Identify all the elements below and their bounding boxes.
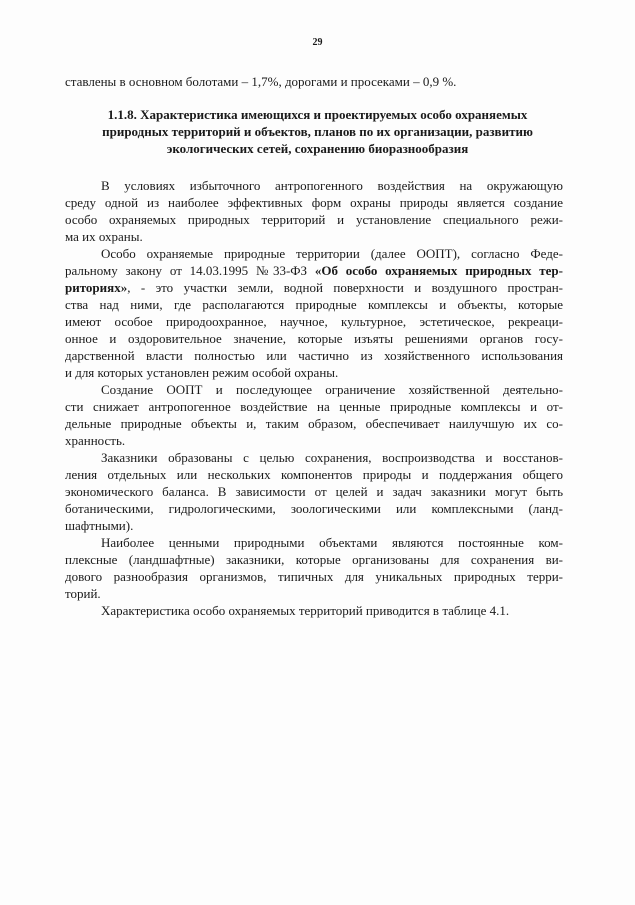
paragraph-line: торий. [65,586,101,601]
paragraph-line: Характеристика особо охраняемых территорий приводится в таблице 4.1. [101,603,510,618]
paragraph-line: и для которых установлен режим особой охраны. [65,365,339,380]
paragraph-line: особо охраняемых природных территорий и установление специального режи- [65,212,563,227]
law-title-bold: «Об особо охраняемых природных тер- [314,263,563,278]
section-heading-line: экологических сетей, сохранению биоразнообразия [166,141,469,156]
paragraph-line: ботаническими, гидрологическими, зоологическими или комплексными (ланд- [65,501,563,516]
section-heading-line: природных территорий и объектов, планов по их организации, развитию [102,124,533,139]
paragraph-line: шафтными). [65,518,134,533]
paragraph-line: ления отдельных или нескольких компонентов природы и поддержания общего [65,467,563,482]
page-number: 29 [312,37,323,48]
paragraph-line: дового разнообразия организмов, типичных для уникальных природных терри- [65,569,563,584]
paragraph-line: экономического баланса. В зависимости от целей и задач заказники могут быть [65,484,563,499]
paragraph-line [101,246,563,262]
law-title-bold: риториях» [65,280,128,295]
paragraph-line: ма их охраны. [65,229,143,244]
paragraph-text: Особо охраняемые природные территории (далее ООПТ), согласно Феде- [101,246,563,261]
paragraph-line: дарственной власти полностью или частично из хозяйственного использования [65,348,563,363]
paragraph-line: сти снижает антропогенное воздействие на ценные природные комплексы и от- [65,399,563,414]
section-heading-line: 1.1.8. Характеристика имеющихся и проектируемых особо охраняемых [107,107,528,122]
paragraph-line: хранность. [65,433,126,448]
paragraph-line: ральному закону от 14.03.1995 №33-ФЗ «Об особо охраняемых природных тер- [65,263,563,278]
paragraph-line: плексные (ландшафтные) заказники, которые организованы для сохранения ви- [65,552,563,567]
paragraph-line: среду одной из наиболее эффективных форм охраны природы является создание [65,195,563,210]
paragraph-line: имеют особое природоохранное, научное, культурное, эстетическое, рекреаци- [65,314,563,329]
paragraph-line: ства над ними, где располагаются природные комплексы и объекты, которые [65,297,563,312]
paragraph-line: Наиболее ценными природными объектами являются постоянные ком- [101,535,563,550]
intro-line: ставлены в основном болотами – 1,7%, дорогами и просеками – 0,9 %. [65,74,457,89]
paragraph-line: риториях», - это участки земли, водной поверхности и воздушного простран- [65,280,563,295]
paragraph-line: В условиях избыточного антропогенного воздействия на окружающую [101,178,563,193]
paragraph-line: Создание ООПТ и последующее ограничение хозяйственной деятельно- [101,382,563,397]
paragraph-line: онное и оздоровительное значение, которые изъяты решениями органов госу- [65,331,563,346]
paragraph-line: дельные природные объекты и, таким образом, обеспечивает наилучшую их со- [65,416,563,431]
paragraph-line: Заказники образованы с целью сохранения, воспроизводства и восстанов- [101,450,563,465]
